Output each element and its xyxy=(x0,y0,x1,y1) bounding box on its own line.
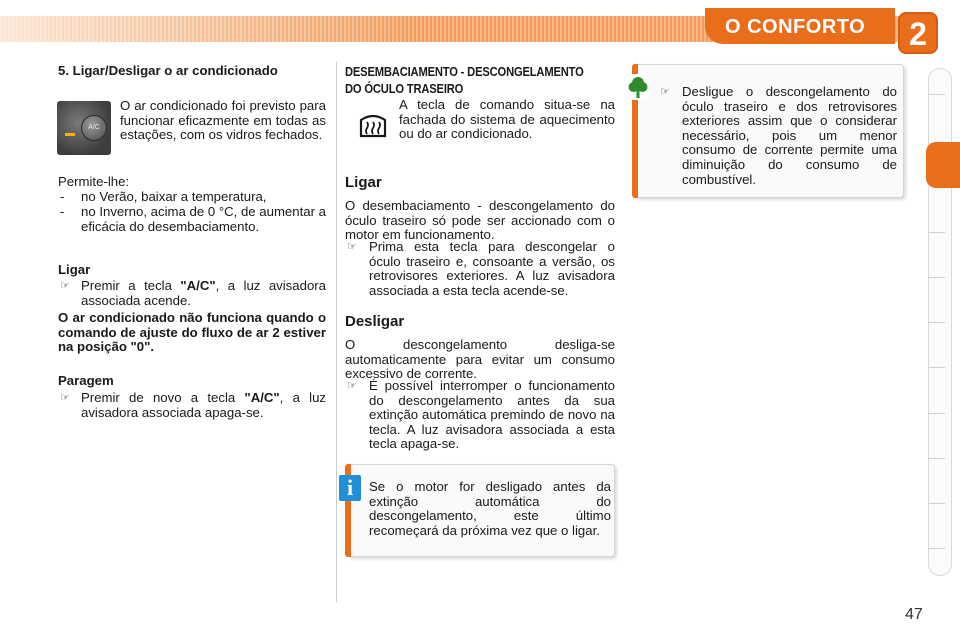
defrost-desligar-text: O descongelamento desliga-se automaticamente para evitar um consumo excessivo de corrente. xyxy=(345,337,615,382)
defrost-title-line1: DESEMBACIAMENTO - DESCONGELAMENTO xyxy=(345,64,584,79)
chapter-title: O CONFORTO xyxy=(725,16,866,38)
indicator-led-icon xyxy=(65,133,75,136)
list-item: no Verão, baixar a temperatura, xyxy=(81,189,267,204)
defrost-desligar-instruction: É possível interromper o funcionamento do descongelamento antes da sua extinção automática premindo de novo na tecla. A luz avisadora associada a esta tecla apaga-se. xyxy=(369,378,615,452)
list-dash: - xyxy=(60,189,65,204)
ligar-heading: Ligar xyxy=(58,262,91,277)
column-divider xyxy=(336,62,337,602)
tab-divider xyxy=(929,277,945,278)
defrost-title-line2: DO ÓCULO TRASEIRO xyxy=(345,81,464,96)
defrost-ligar-text: O desembaciamento - descongelamento do óculo traseiro só pode ser accionado com o motor em funcionamento. xyxy=(345,198,615,243)
tab-divider xyxy=(929,94,945,95)
pointing-hand-icon: ☞ xyxy=(660,86,670,98)
page-number: 47 xyxy=(905,606,923,623)
defrost-intro-text: A tecla de comando situa-se na fachada do sistema de aquecimento ou do ar condicionado. xyxy=(399,97,615,142)
rear-defrost-icon xyxy=(358,110,388,140)
tab-divider xyxy=(929,503,945,504)
defrost-ligar-heading: Ligar xyxy=(345,174,382,191)
info-icon: i xyxy=(339,475,361,501)
eco-tree-icon xyxy=(627,74,649,100)
pointing-hand-icon: ☞ xyxy=(347,241,357,253)
tab-divider xyxy=(929,322,945,323)
defrost-ligar-instruction: Prima esta tecla para descongelar o óculo traseiro e, consoante a versão, os retrovisores exteriores. A luz avisadora associada a esta tecla acende-se. xyxy=(369,239,615,298)
defrost-desligar-heading: Desligar xyxy=(345,313,405,330)
tab-divider xyxy=(929,458,945,459)
ac-button-image xyxy=(57,101,111,155)
header-fade xyxy=(0,16,420,42)
list-item: no Inverno, acima de 0 °C, de aumentar a eficácia do desembaciamento. xyxy=(81,204,326,234)
list-dash: - xyxy=(60,204,65,219)
pointing-hand-icon: ☞ xyxy=(60,392,70,404)
paragem-instruction: Premir de novo a tecla "A/C", a luz avisadora associada apaga-se. xyxy=(81,390,326,420)
ac-intro-text: O ar condicionado foi previsto para funcionar eficazmente em todas as estações, com os vidros fechados. xyxy=(120,98,326,143)
tab-divider xyxy=(929,232,945,233)
paragem-heading: Paragem xyxy=(58,373,114,388)
ligar-instruction: Premir a tecla "A/C", a luz avisadora associada acende. xyxy=(81,278,327,308)
active-chapter-tab[interactable] xyxy=(926,142,960,188)
tab-divider xyxy=(929,367,945,368)
pointing-hand-icon: ☞ xyxy=(347,380,357,392)
permite-label: Permite-lhe: xyxy=(58,174,130,189)
ac-button-label: A/C xyxy=(81,115,107,141)
pointing-hand-icon: ☞ xyxy=(60,280,70,292)
chapter-number-badge: 2 xyxy=(898,12,938,54)
section-title: 5. Ligar/Desligar o ar condicionado xyxy=(58,63,278,78)
tab-divider xyxy=(929,413,945,414)
eco-tip-text: Desligue o descongelamento do óculo traseiro e dos retrovisores exteriores assim que o considerar necessário, pois um menor consumo de corrente permite uma diminuição do consumo de combustível. xyxy=(682,84,897,187)
info-text: Se o motor for desligado antes da extinção automática do descongelamento, este último recomeçará da próxima vez que o ligar. xyxy=(369,479,611,538)
tab-divider xyxy=(929,548,945,549)
ac-warning: O ar condicionado não funciona quando o comando de ajuste do fluxo de ar 2 estiver na posição "0". xyxy=(58,310,326,355)
